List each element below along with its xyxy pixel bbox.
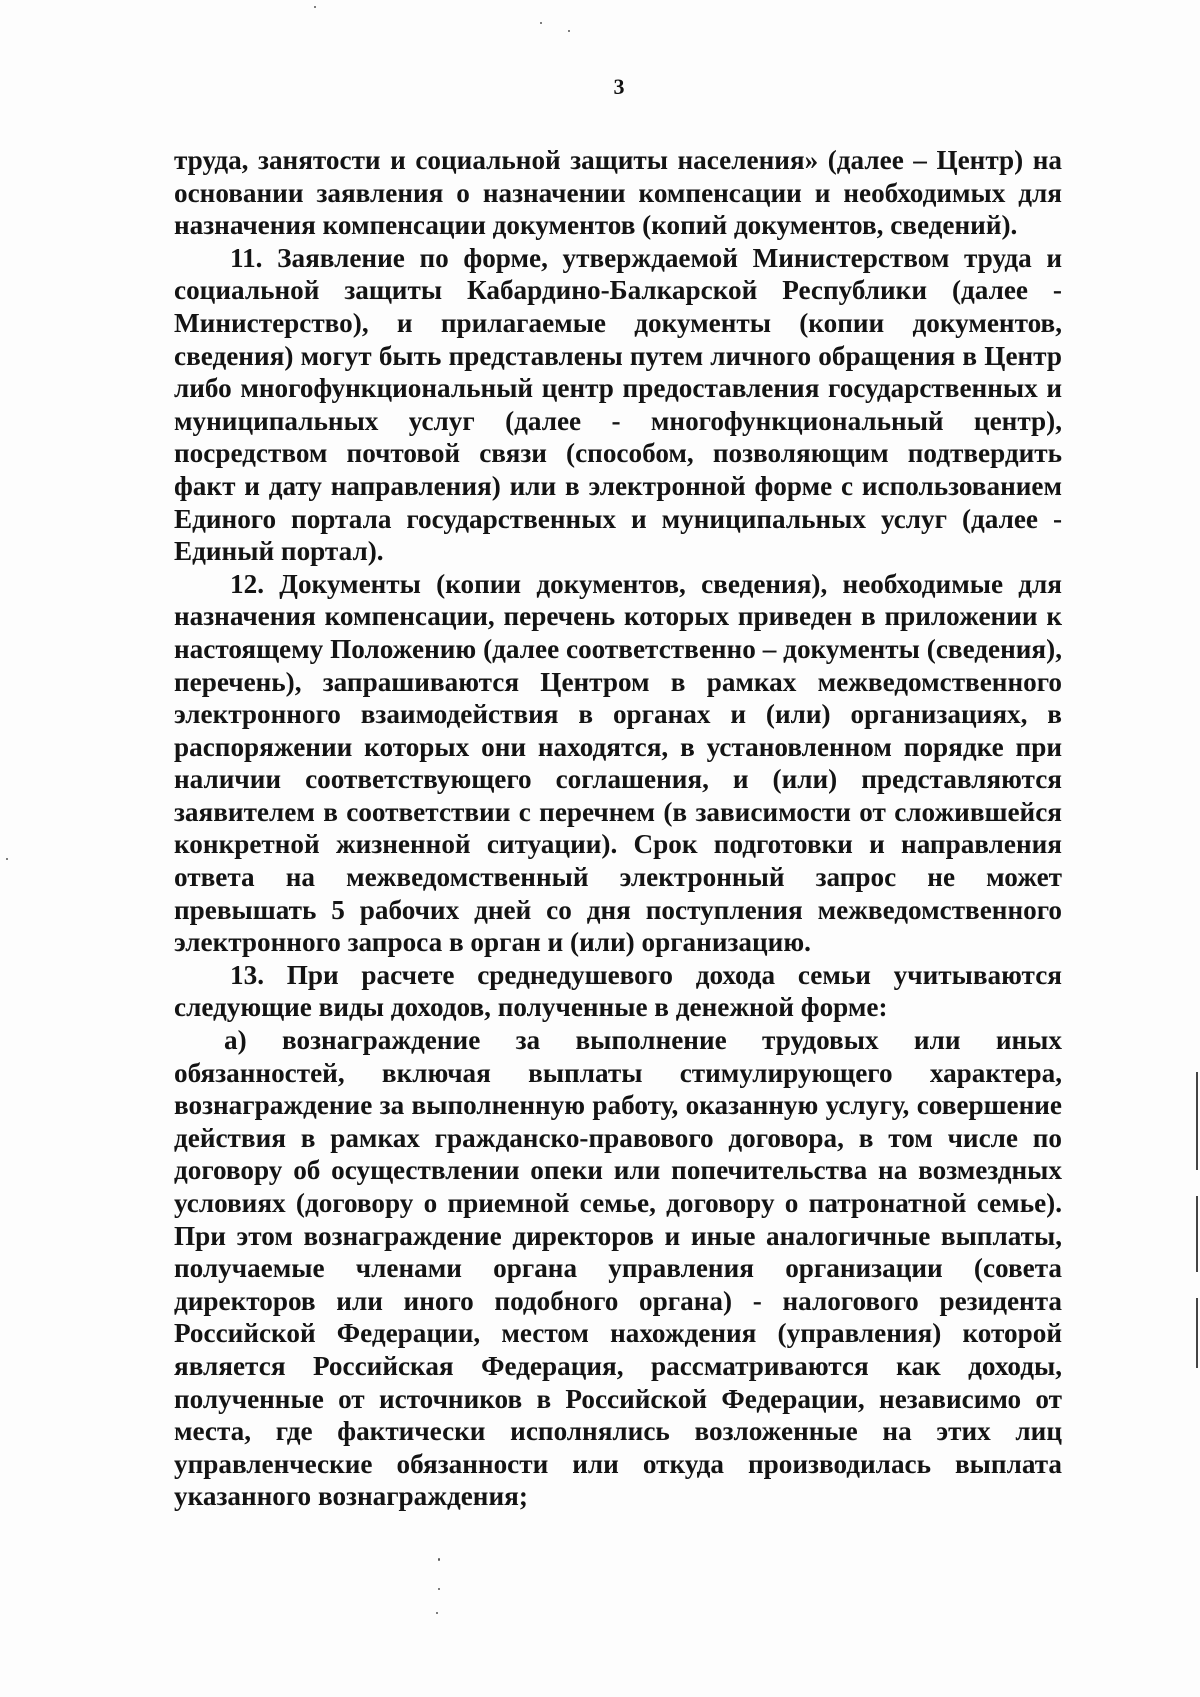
paragraph-continuation: труда, занятости и социальной защиты населения» (далее – Центр) на основании заявления о назначении компенсации и необходимых для назначения компенсации документов (копий документов, сведений).	[174, 145, 1062, 241]
scan-edge-mark	[1196, 1196, 1198, 1272]
document-body	[174, 144, 1062, 1513]
scan-speck	[540, 22, 542, 24]
scan-speck	[436, 1612, 438, 1614]
paragraph-13: 13. При расчете среднедушевого дохода семьи учитываются следующие виды доходов, полученные в денежной форме:	[174, 959, 1062, 1023]
scan-speck	[568, 30, 570, 32]
scan-speck	[6, 858, 8, 860]
scan-edge-mark	[1196, 1298, 1198, 1368]
scan-speck	[314, 6, 316, 8]
scan-edge-mark	[1196, 1072, 1198, 1170]
paragraph-11: 11. Заявление по форме, утверждаемой Министерством труда и социальной защиты Кабардино-Балкарской Республики (далее - Министерство), и прилагаемые документы (копии документов, сведения) могут быть представлены путем личного обращения в Центр либо многофункциональный центр предоставления государственных и муниципальных услуг (далее - многофункциональный центр), посредством почтовой связи (способом, позволяющим подтвердить факт и дату направления) или в электронной форме с использованием Единого портала государственных и муниципальных услуг (далее - Единый портал).	[174, 242, 1062, 567]
scan-speck	[438, 1588, 440, 1590]
paragraph-13-a: а) вознаграждение за выполнение трудовых или иных обязанностей, включая выплаты стимулирующего характера, вознаграждение за выполненную работу, оказанную услугу, совершение действия в рамках гражданско-правового договора, в том числе по договору об осуществлении опеки или попечительства на возмездных условиях (договору о приемной семье, договору о патронатной семье). При этом вознаграждение директоров и иные аналогичные выплаты, получаемые членами органа управления организации (совета директоров или иного подобного органа) - налогового резидента Российской Федерации, местом нахождения (управления) которой является Российская Федерация, рассматриваются как доходы, полученные от источников в Российской Федерации, независимо от места, где фактически исполнялись возложенные на этих лиц управленческие обязанности или откуда производилась выплата указанного вознаграждения;	[174, 1025, 1062, 1512]
page-number: 3	[613, 74, 625, 99]
scan-speck	[438, 1558, 440, 1561]
paragraph-12: 12. Документы (копии документов, сведения), необходимые для назначения компенсации, перечень которых приведен в приложении к настоящему Положению (далее соответственно – документы (сведения), перечень), запрашиваются Центром в рамках межведомственного электронного взаимодействия в органах и (или) организациях, в распоряжении которых они находятся, в установленном порядке при наличии соответствующего соглашения, и (или) представляются заявителем в соответствии с перечнем (в зависимости от сложившейся конкретной жизненной ситуации). Срок подготовки и направления ответа на межведомственный электронный запрос не может превышать 5 рабочих дней со дня поступления межведомственного электронного запроса в орган и (или) организацию.	[174, 568, 1062, 958]
